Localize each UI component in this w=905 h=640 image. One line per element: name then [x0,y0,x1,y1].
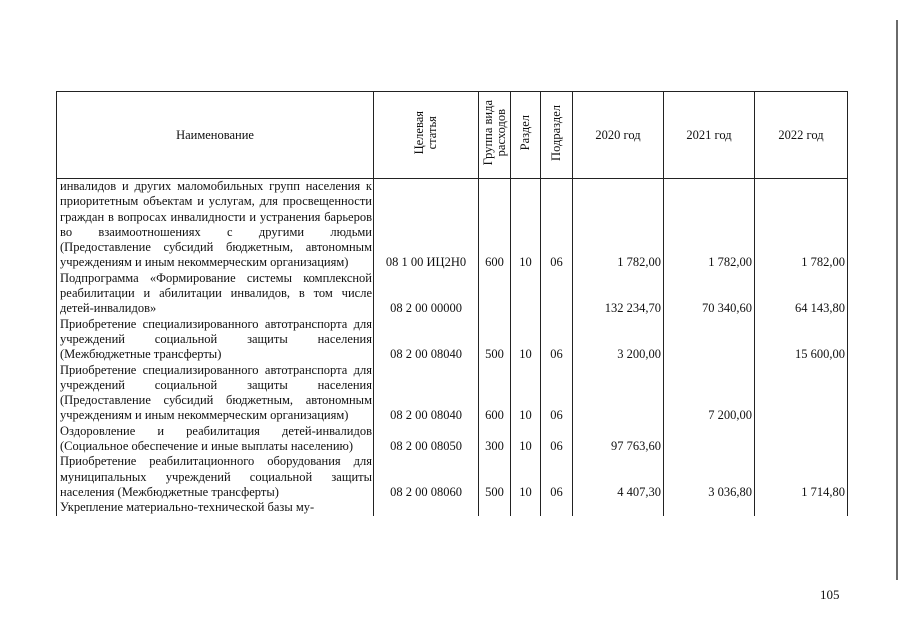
row-2020: 3 200,00 [573,317,664,363]
row-group: 500 [479,317,511,363]
column-header-2022: 2022 год [755,92,848,179]
row-target: 08 2 00 08050 [374,424,479,455]
row-target: 08 2 00 08040 [374,317,479,363]
row-name: Приобретение специализированного автотранспорта для учреждений социальной защиты населения (Предоставление субсидий бюджетным, автономным учреждениям и иным некоммерческим организациям) [57,363,374,424]
row-name: Оздоровление и реабилитация детей-инвалидов (Социальное обеспечение и иные выплаты населению) [57,424,374,455]
column-header-name: Наименование [57,92,374,179]
row-2020: 97 763,60 [573,424,664,455]
budget-table-container [56,91,848,516]
row-name: Приобретение специализированного автотранспорта для учреждений социальной защиты населения (Межбюджетные трансферты) [57,317,374,363]
row-section: 10 [511,363,541,424]
row-2021: 1 782,00 [664,179,755,271]
row-2020: 132 234,70 [573,271,664,317]
row-group: 600 [479,179,511,271]
column-header-section: Раздел [511,92,541,179]
row-section: 10 [511,424,541,455]
row-section: 10 [511,179,541,271]
table-row [57,454,848,500]
row-2022: 15 600,00 [755,317,848,363]
row-2020 [573,500,664,515]
row-target: 08 2 00 08040 [374,363,479,424]
table-row [57,500,848,515]
row-section [511,271,541,317]
page-edge-line [896,20,898,580]
row-2021 [664,500,755,515]
row-target: 08 1 00 ИЦ2Н0 [374,179,479,271]
table-row [57,424,848,455]
row-subsection: 06 [541,363,573,424]
row-subsection [541,500,573,515]
row-2022: 1 714,80 [755,454,848,500]
row-2020 [573,363,664,424]
row-target: 08 2 00 00000 [374,271,479,317]
row-2021 [664,424,755,455]
row-name: Приобретение реабилитационного оборудования для муниципальных учреждений социальной защиты населения (Межбюджетные трансферты) [57,454,374,500]
row-2022 [755,363,848,424]
row-2020: 4 407,30 [573,454,664,500]
row-target: 08 2 00 08060 [374,454,479,500]
row-group [479,500,511,515]
row-group: 300 [479,424,511,455]
page-number: 105 [820,587,840,602]
row-section: 10 [511,454,541,500]
row-subsection: 06 [541,179,573,271]
row-2021 [664,317,755,363]
row-2021: 70 340,60 [664,271,755,317]
table-row [57,317,848,363]
row-group: 500 [479,454,511,500]
row-2022 [755,500,848,515]
row-name: Подпрограмма «Формирование системы комплексной реабилитации и абилитации инвалидов, в том числе детей-инвалидов» [57,271,374,317]
column-header-target: Целевая статья [374,92,479,179]
row-section: 10 [511,317,541,363]
row-2021: 3 036,80 [664,454,755,500]
budget-table [56,91,848,516]
table-row [57,179,848,271]
row-name: инвалидов и других маломобильных групп населения к приоритетным объектам и услугам, для просвещенности граждан в вопросах инвалидности и устранения барьеров во взаимоотношениях с другими людьми (Предоставление субсидий бюджетным, автономным учреждениям и иным некоммерческим организациям) [57,179,374,271]
row-name: Укрепление материально-технической базы му- [57,500,374,515]
column-header-2021: 2021 год [664,92,755,179]
row-subsection: 06 [541,454,573,500]
table-row [57,271,848,317]
table-row [57,363,848,424]
row-2022: 64 143,80 [755,271,848,317]
column-header-subsection: Подраздел [541,92,573,179]
row-section [511,500,541,515]
row-subsection: 06 [541,317,573,363]
row-group [479,271,511,317]
column-header-2020: 2020 год [573,92,664,179]
column-header-group: Группа вида расходов [479,92,511,179]
row-2022: 1 782,00 [755,179,848,271]
row-subsection [541,271,573,317]
row-group: 600 [479,363,511,424]
row-2022 [755,424,848,455]
row-target [374,500,479,515]
row-2021: 7 200,00 [664,363,755,424]
row-2020: 1 782,00 [573,179,664,271]
row-subsection: 06 [541,424,573,455]
table-header-row [57,92,848,179]
